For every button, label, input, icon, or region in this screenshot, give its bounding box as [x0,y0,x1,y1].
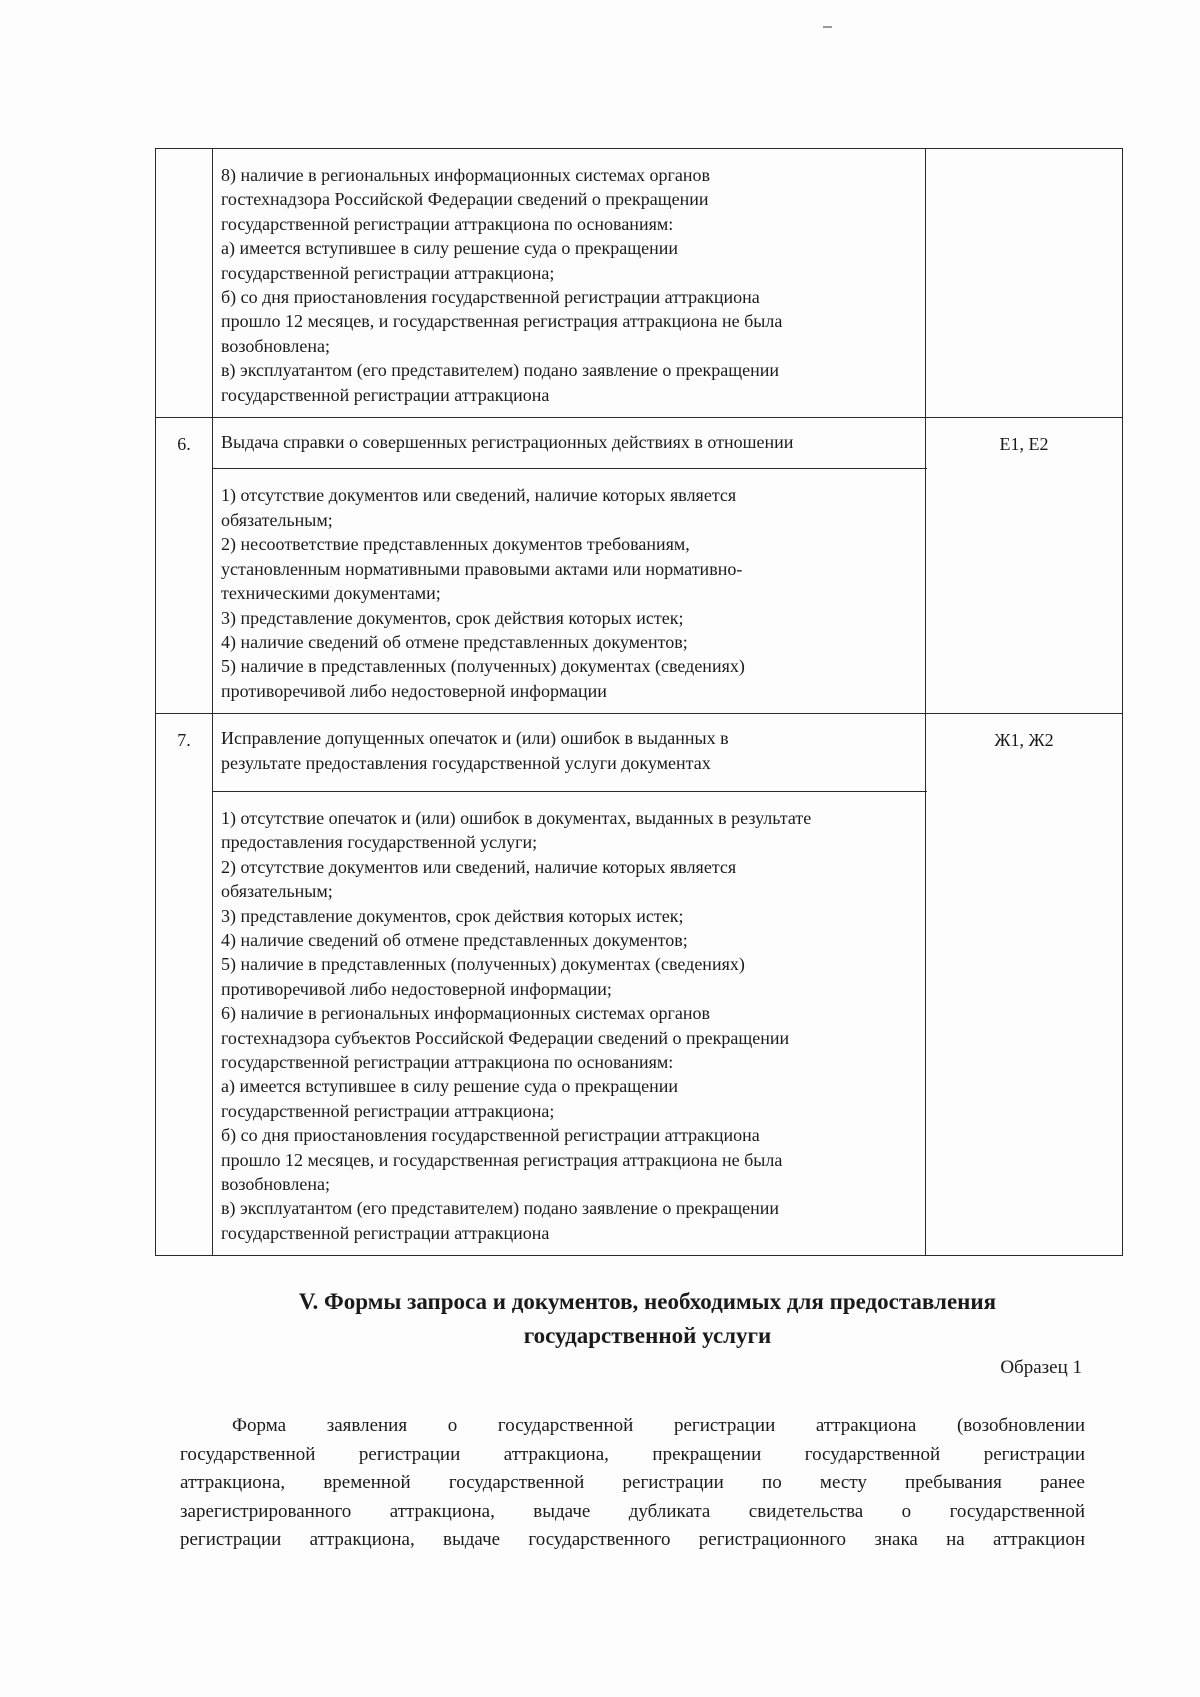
text-line: а) имеется вступившее в силу решение суда о прекращении [221,238,679,259]
row-number-cell: 6. [156,418,213,714]
text-line: предоставления государственной услуги; [221,832,538,853]
row-text-cell [213,714,926,1256]
text-line: 2) отсутствие документов или сведений, наличие которых является [221,856,737,877]
paragraph-line: Форма заявления о государственной регистрации аттракциона (возобновлении [232,1415,1085,1436]
text-line: б) со дня приостановления государственной регистрации аттракциона [221,1125,760,1146]
paragraph-line: регистрации аттракциона, выдаче государственного регистрационного знака на аттракцион [180,1529,1085,1551]
paragraph-line: зарегистрированного аттракциона, выдаче дубликата свидетельства о государственной [180,1500,1085,1522]
service-name-box [213,418,927,469]
paragraph-line: аттракциона, временной государственной регистрации по месту пребывания ранее [180,1472,1085,1494]
text-line: государственной регистрации аттракциона; [221,1100,555,1121]
text-line: 3) представление документов, срок действия которых истек; [221,607,684,628]
text-line: 3) представление документов, срок действия которых истек; [221,905,684,926]
text-line: 2) несоответствие представленных документов требованиям, [221,534,690,555]
text-line: установленным нормативными правовыми актами или нормативно- [221,558,743,579]
refusal-grounds-list [213,792,925,1255]
text-line: 4) наличие сведений об отмене представленных документов; [221,631,688,652]
row-code-cell: Ж1, Ж2 [926,714,1123,1256]
text-line: техническими документами; [221,583,441,604]
text-line: обязательным; [221,881,333,902]
section-title-line: V. Формы запроса и документов, необходимых для предоставления [298,1289,997,1314]
text-line: 4) наличие сведений об отмене представленных документов; [221,929,688,950]
row-number-cell [156,149,213,418]
text-line: государственной регистрации аттракциона [221,1222,550,1243]
text-line: 5) наличие в представленных (полученных) документах (сведениях) [221,954,745,975]
text-line: гостехнадзора субъектов Российской Федерации сведений о прекращении [221,1027,790,1048]
text-line: обязательным; [221,509,333,530]
text-line: 5) наличие в представленных (полученных) документах (сведениях) [221,656,745,677]
table-row-6 [156,418,1123,714]
refusal-grounds-list [213,149,925,417]
scan-speck [823,26,832,28]
text-line: прошло 12 месяцев, и государственная регистрация аттракциона не была [221,1149,783,1170]
text-line: а) имеется вступившее в силу решение суда о прекращении [221,1076,679,1097]
refusal-grounds-list [213,469,925,713]
services-table [155,148,1123,1256]
section-title [160,1285,1135,1353]
text-line: 1) отсутствие документов или сведений, наличие которых является [221,485,737,506]
service-name-line: результате предоставления государственной услуги документах [221,752,711,773]
row-text-cell [213,149,926,418]
text-line: противоречивой либо недостоверной информации; [221,978,612,999]
text-line: государственной регистрации аттракциона; [221,262,555,283]
text-line: прошло 12 месяцев, и государственная регистрация аттракциона не была [221,311,783,332]
text-line: 6) наличие в региональных информационных системах органов [221,1003,711,1024]
service-name-box [213,714,927,792]
text-line: б) со дня приостановления государственной регистрации аттракциона [221,287,760,308]
text-line: противоречивой либо недостоверной информации [221,680,607,701]
table-row-continuation [156,149,1123,418]
sample-label: Образец 1 [1000,1357,1082,1378]
row-number-cell: 7. [156,714,213,1256]
text-line: в) эксплуатантом (его представителем) подано заявление о прекращении [221,360,780,381]
row-code-cell: Е1, Е2 [926,418,1123,714]
text-line: государственной регистрации аттракциона по основаниям: [221,1052,674,1072]
text-line: в) эксплуатантом (его представителем) подано заявление о прекращении [221,1198,780,1219]
text-line: государственной регистрации аттракциона по основаниям: [221,213,674,234]
text-line: возобновлена; [221,1174,331,1195]
row-code-cell [926,149,1123,418]
section-title-line: государственной услуги [523,1323,772,1348]
table-row-7 [156,714,1123,1256]
service-name-line: Выдача справки о совершенных регистрационных действиях в отношении [221,432,794,453]
form-description-paragraph [180,1412,1085,1555]
text-line: государственной регистрации аттракциона [221,384,550,405]
text-line: 8) наличие в региональных информационных системах органов [221,165,711,185]
text-line: гостехнадзора Российской Федерации сведений о прекращении [221,189,709,210]
row-text-cell [213,418,926,714]
text-line: возобновлена; [221,335,331,356]
paragraph-line: государственной регистрации аттракциона, прекращении государственной регистрации [180,1443,1085,1465]
service-name-line: Исправление допущенных опечаток и (или) ошибок в выданных в [221,728,729,749]
text-line: 1) отсутствие опечаток и (или) ошибок в документах, выданных в результате [221,807,812,828]
